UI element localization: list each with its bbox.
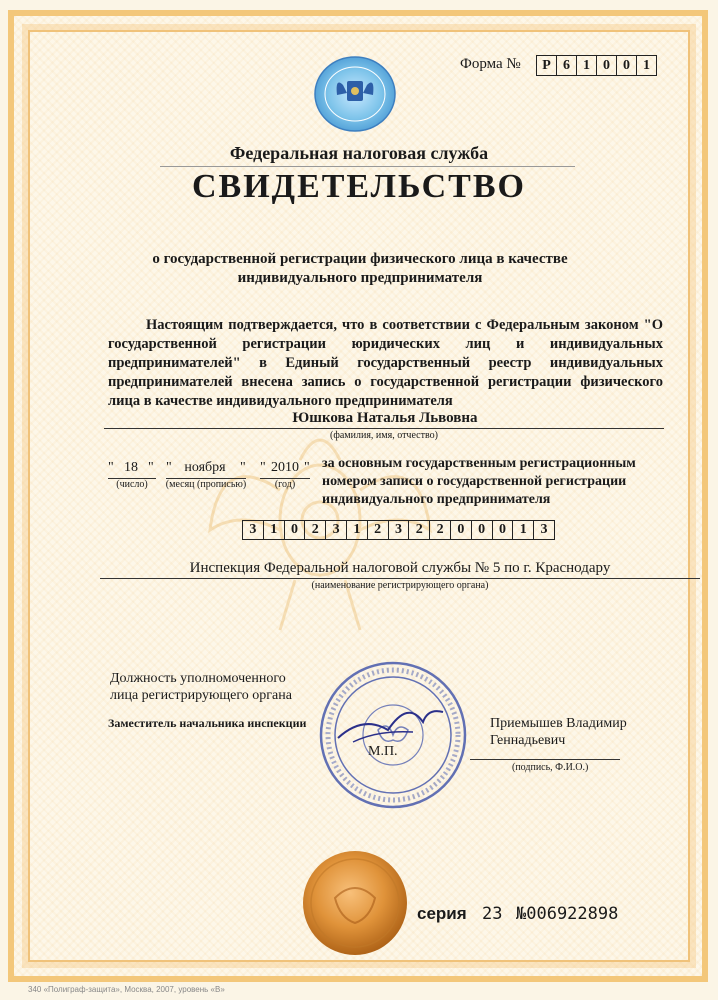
registration-digit: 2 xyxy=(409,521,430,539)
form-code-char: 1 xyxy=(577,56,597,75)
registration-digit: 2 xyxy=(305,521,326,539)
registration-number-boxes xyxy=(242,520,555,540)
registration-digit: 3 xyxy=(326,521,347,539)
form-label: Форма № xyxy=(460,56,521,72)
full-name-caption: (фамилия, имя, отчество) xyxy=(330,430,438,441)
date-day-caption: (число) xyxy=(116,479,148,490)
position-value: Заместитель начальника инспекции xyxy=(108,716,307,730)
authority-underline xyxy=(100,578,700,579)
authority-caption: (наименование регистрирующего органа) xyxy=(311,580,489,591)
form-code-char: Р xyxy=(537,56,557,75)
date-month: ноября xyxy=(184,460,226,475)
date-description-line: индивидуального предпринимателя xyxy=(322,492,551,507)
form-code-char: 0 xyxy=(597,56,617,75)
signer-name-line: Геннадьевич xyxy=(490,733,566,748)
date-year-caption: (год) xyxy=(274,479,296,490)
registration-digit: 1 xyxy=(513,521,534,539)
date-day-close-quote: " xyxy=(148,460,154,475)
form-code-boxes xyxy=(536,55,657,76)
signer-name xyxy=(490,715,627,749)
position-label-line: лица регистрирующего органа xyxy=(110,688,292,703)
authority-name: Инспекция Федеральной налоговой службы № 5 по г. Краснодару xyxy=(189,560,611,576)
date-month-close-quote: " xyxy=(240,460,246,475)
date-year-open-quote: " xyxy=(260,460,266,475)
document-subtitle xyxy=(110,250,610,288)
stamp-place: М.П. xyxy=(368,744,398,759)
registration-digit: 2 xyxy=(368,521,389,539)
date-day: 18 xyxy=(124,460,138,475)
document-number: №006922898 xyxy=(516,904,619,924)
date-year: 2010 xyxy=(271,460,299,475)
date-description-line: за основным государственным регистрационным xyxy=(322,456,636,471)
printer-note: 340 «Полиграф-защита», Москва, 2007, уровень «В» xyxy=(28,985,225,994)
date-description-line: номером записи о государственной регистрации xyxy=(322,474,627,489)
gold-seal-icon xyxy=(300,848,410,958)
date-year-close-quote: " xyxy=(304,460,310,475)
signature-caption: (подпись, Ф.И.О.) xyxy=(512,762,589,773)
form-code-char: 0 xyxy=(617,56,637,75)
form-code-char: 1 xyxy=(643,58,650,73)
subtitle-line: о государственной регистрации физического лица в качестве xyxy=(152,251,568,267)
agency-name: Федеральная налоговая служба xyxy=(229,143,489,163)
agency-underline xyxy=(160,166,575,167)
signer-name-line: Приемышев Владимир xyxy=(490,716,627,731)
date-month-caption: (месяц (прописью) xyxy=(165,479,247,490)
series-number: 23 xyxy=(482,904,503,924)
form-code-char: 6 xyxy=(557,56,577,75)
date-month-open-quote: " xyxy=(166,460,172,475)
official-stamp-icon xyxy=(318,660,468,810)
position-label-line: Должность уполномоченного xyxy=(110,671,286,686)
body-paragraph: Настоящим подтверждается, что в соответствии с Федеральным законом "О государственной регистрации юридических лиц и индивидуальных предпринимателей" в Единый государственный реестр индивидуальных предпринимателей внесена запись о государственной регистрации физического лица в качестве индивидуального предпринимателя xyxy=(108,317,663,409)
series-label: серия xyxy=(417,904,467,923)
registration-digit: 3 xyxy=(540,522,548,537)
registration-digit: 2 xyxy=(430,521,451,539)
registration-digit: 0 xyxy=(493,521,514,539)
document-title: СВИДЕТЕЛЬСТВО xyxy=(192,168,526,205)
subtitle-line: индивидуального предпринимателя xyxy=(237,270,483,286)
date-day-open-quote: " xyxy=(108,460,114,475)
signature-underline xyxy=(470,759,620,760)
registration-digit: 3 xyxy=(389,521,410,539)
registration-digit: 1 xyxy=(347,521,368,539)
date-description xyxy=(322,455,652,509)
full-name: Юшкова Наталья Львовна xyxy=(292,410,478,426)
registration-digit: 0 xyxy=(451,521,472,539)
registration-digit: 1 xyxy=(264,521,285,539)
registration-digit: 3 xyxy=(243,521,264,539)
hologram-emblem-icon xyxy=(310,55,400,133)
full-name-underline xyxy=(104,428,664,429)
registration-digit: 0 xyxy=(472,521,493,539)
registration-digit: 0 xyxy=(285,521,306,539)
position-label xyxy=(110,670,292,704)
